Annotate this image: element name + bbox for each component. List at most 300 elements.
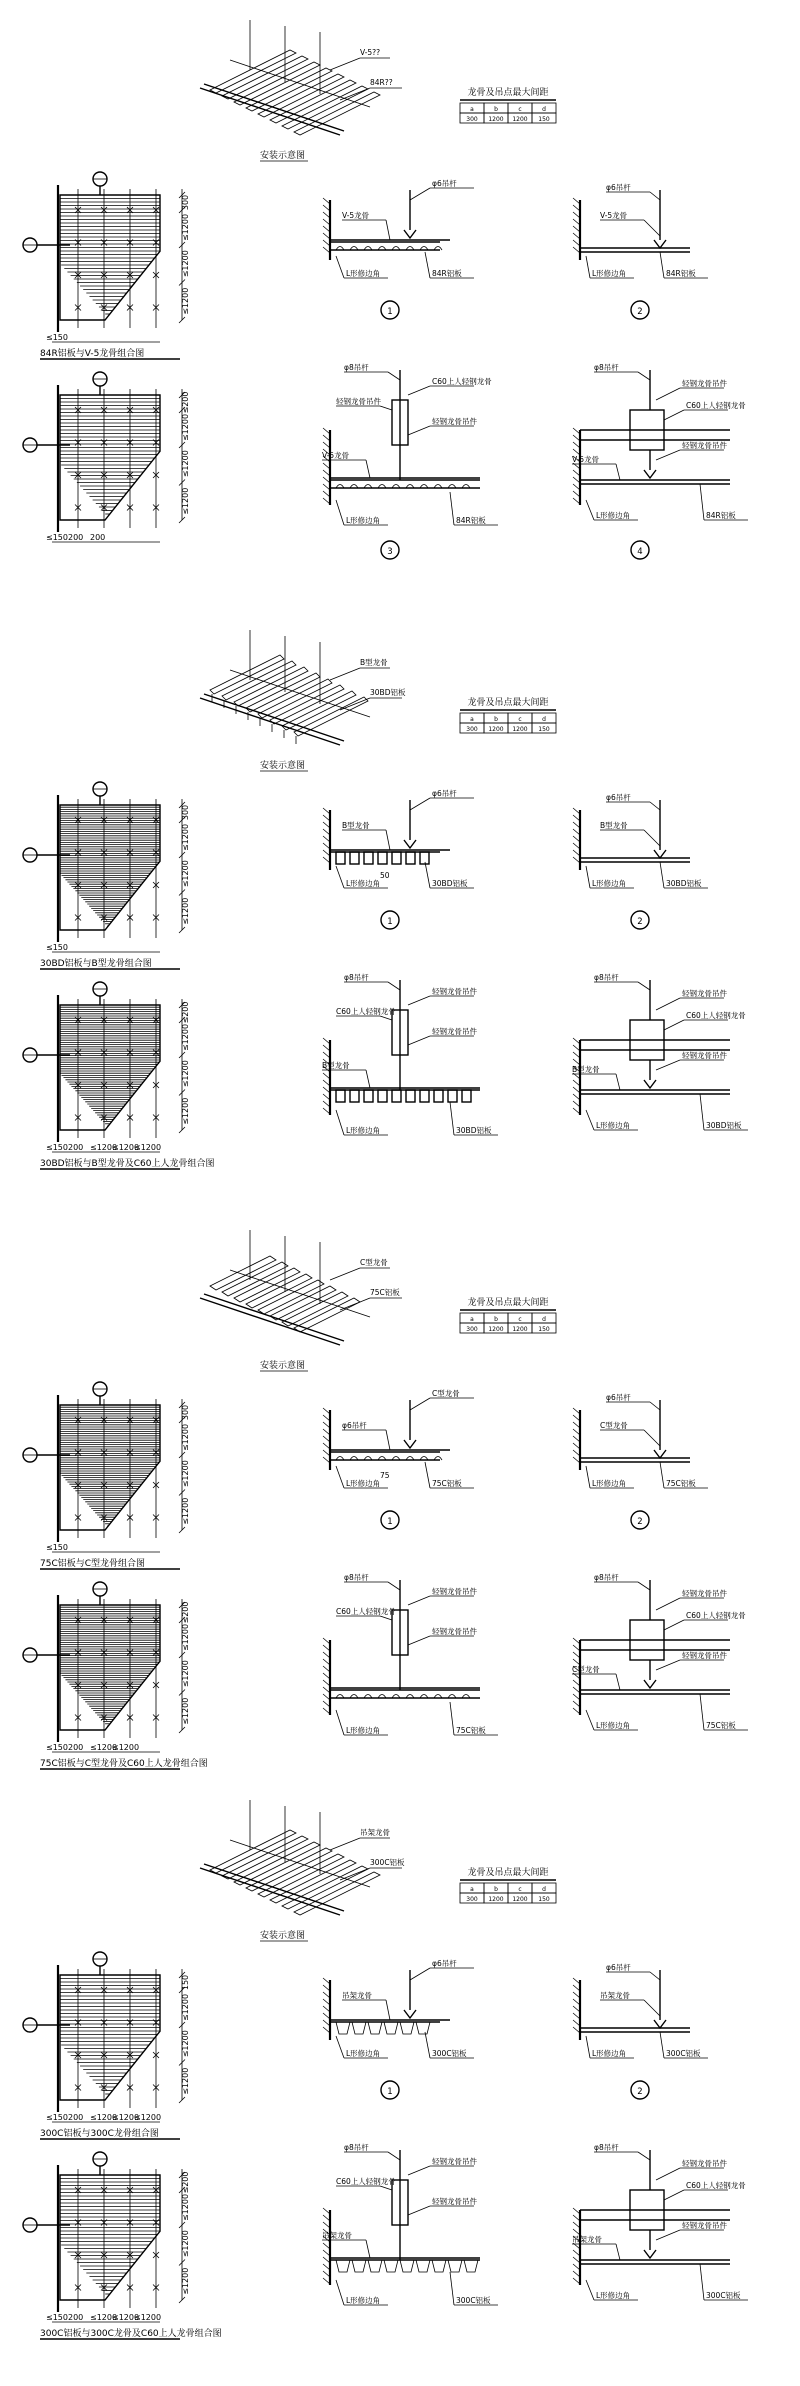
callout-rod: φ6吊杆 (606, 1963, 631, 1972)
table-value: 1200 (488, 1326, 504, 1333)
dimension-label: ≤1200 (181, 213, 190, 242)
panel-profile (336, 2260, 350, 2272)
panel-profile (384, 2260, 398, 2272)
line (366, 1070, 370, 1088)
callout-hanger2: 轻钢龙骨吊件 (432, 2197, 477, 2206)
panel-profile (432, 2260, 446, 2272)
panel-profile (420, 852, 429, 864)
panel-profile (352, 2260, 366, 2272)
line (638, 982, 650, 990)
line (388, 2152, 400, 2160)
callout-panel: 84R铝板 (666, 269, 696, 278)
line (656, 2230, 680, 2240)
callout-edge: L形修边角 (346, 2296, 381, 2305)
line (656, 998, 680, 1010)
dimension-label: ≤1200 (181, 860, 190, 888)
table-value: 300 (466, 116, 478, 123)
iso-label-panel: 84R?? (370, 78, 393, 87)
line (664, 2190, 684, 2200)
section-detail-detail1 (323, 178, 474, 319)
iso-label-keel: V-5?? (360, 48, 381, 57)
plan-view-plan1 (23, 1382, 190, 1569)
line (700, 484, 704, 520)
hanger-clip (404, 230, 416, 238)
plan-view-plan2 (23, 1582, 208, 1769)
line (330, 1268, 360, 1280)
line (425, 252, 430, 278)
hanger-clip (404, 2010, 416, 2018)
callout-edge: L形修边角 (346, 269, 381, 278)
panel-profile (392, 1090, 401, 1102)
dimension-label: ≤1200 (181, 413, 190, 442)
line (660, 2032, 664, 2058)
line (586, 1710, 594, 1730)
plan-caption: 84R铝板与V-5龙骨组合图 (40, 349, 145, 359)
iso-label-keel: 吊架龙骨 (360, 1828, 390, 1837)
line (336, 2036, 344, 2058)
section-detail-detail2 (573, 182, 708, 319)
panel-profile (336, 1090, 345, 1102)
table-header: c (518, 106, 522, 113)
line (408, 426, 430, 435)
table-value: 300 (466, 726, 478, 733)
line (656, 2168, 680, 2180)
line (638, 1582, 650, 1590)
callout-hanger: 轻钢龙骨吊件 (432, 2157, 477, 2166)
dimension-label: ≤1200 (181, 250, 190, 278)
hanger-clip (644, 2250, 656, 2258)
line (410, 1398, 430, 1410)
plan-view-plan2 (23, 372, 190, 542)
plan-outline (60, 2175, 160, 2300)
callout-keel: V-5龙骨 (572, 455, 600, 464)
plan-caption: 75C铝板与C型龙骨及C60上人龙骨组合图 (40, 1759, 208, 1769)
table-value: 150 (538, 726, 550, 733)
detail-number: 2 (637, 307, 643, 317)
line (660, 252, 664, 278)
callout-keel: B型龙骨 (600, 821, 628, 830)
section-detail-detail4 (572, 1572, 748, 1730)
callout-hanger2: 轻钢龙骨吊件 (682, 1651, 727, 1660)
callout-keel: C型龙骨 (572, 1665, 600, 1674)
dimension-label: 150 (181, 1974, 190, 1991)
callout-panel: 84R铝板 (432, 269, 462, 278)
bottom-dimension: 200 (68, 1143, 84, 1152)
plan-caption: 30BD铝板与B型龙骨组合图 (40, 959, 152, 969)
spacing-table (460, 86, 556, 123)
table-value: 150 (538, 1896, 550, 1903)
callout-c60: 轻钢龙骨吊件 (336, 397, 381, 406)
callout-edge: L形修边角 (592, 2049, 627, 2058)
callout-edge: L形修边角 (346, 516, 381, 525)
dimension-label: ≤1200 (181, 823, 190, 852)
line (656, 450, 680, 460)
detail-number: 3 (387, 547, 393, 557)
callout-hanger2: 轻钢龙骨吊件 (432, 417, 477, 426)
callout-panel: 84R铝板 (456, 516, 486, 525)
table-value: 150 (538, 1326, 550, 1333)
panel-profile (420, 1090, 429, 1102)
plan-outline (60, 395, 160, 520)
hanger-clip (654, 240, 666, 248)
section-detail-detail2 (573, 792, 708, 929)
line (388, 982, 400, 990)
callout-edge: L形修边角 (596, 1721, 631, 1730)
panel-profile (434, 1090, 443, 1102)
callout-keel: B型龙骨 (342, 821, 370, 830)
bottom-dimension: 200 (68, 533, 84, 542)
hanger-clip (404, 840, 416, 848)
table-value: 1200 (512, 1326, 528, 1333)
line (656, 1060, 680, 1070)
bottom-dimension: ≤150 (46, 333, 68, 342)
line (616, 2244, 620, 2260)
panel-strip (270, 1286, 336, 1320)
callout-edge: L形修边角 (596, 511, 631, 520)
line (380, 1616, 392, 1620)
callout-rod: φ8吊杆 (344, 2143, 369, 2152)
callout-hanger2: 轻钢龙骨吊件 (682, 441, 727, 450)
plan-outline (60, 1975, 160, 2100)
callout-edge: L形修边角 (346, 1479, 381, 1488)
panel-profile (400, 2022, 414, 2034)
panel-strip (210, 1256, 276, 1290)
line (408, 1636, 430, 1645)
dimension-label: 300 (181, 804, 190, 821)
dimension-label: ≤1200 (181, 1423, 190, 1452)
iso-label-panel: 300C铝板 (370, 1858, 405, 1867)
callout-keel: B型龙骨 (572, 1065, 600, 1074)
line (340, 1298, 370, 1310)
callout-c60: C60上人轻钢龙骨 (686, 1611, 746, 1620)
line (425, 1462, 430, 1488)
callout-panel: 84R铝板 (706, 511, 736, 520)
line (660, 1462, 664, 1488)
callout-keel: V-5龙骨 (342, 211, 370, 220)
line (336, 500, 344, 525)
dimension-label: ≤1200 (181, 2193, 190, 2222)
dimension-label: ≤1200 (181, 1497, 190, 1525)
panel-profile (350, 852, 359, 864)
hanger-clip (654, 2020, 666, 2028)
panel-strip (222, 1262, 288, 1296)
line (380, 406, 392, 410)
table-header: a (470, 716, 474, 723)
panel-profile (368, 2260, 382, 2272)
dimension-label: ≤200 (181, 391, 190, 414)
line (200, 88, 340, 135)
callout-panel: 30BD铝板 (432, 879, 468, 888)
line (386, 830, 390, 850)
callout-c60: C60上人轻钢龙骨 (336, 1007, 396, 1016)
line (450, 492, 454, 525)
callout-hanger: C60上人轻钢龙骨 (432, 377, 492, 386)
callout-rod: φ6吊杆 (432, 179, 457, 188)
bottom-dimension: ≤1200 (112, 1743, 140, 1752)
iso-label-keel: C型龙骨 (360, 1258, 388, 1267)
plan-caption: 300C铝板与300C龙骨组合图 (40, 2129, 159, 2139)
table-header: c (518, 1886, 522, 1893)
table-header: a (470, 106, 474, 113)
callout-hanger: 轻钢龙骨吊件 (682, 989, 727, 998)
line (586, 500, 594, 520)
bottom-dimension: ≤1200 (134, 2313, 162, 2322)
callout-keel: 吊架龙骨 (342, 1991, 372, 2000)
dimension-label: ≤1200 (181, 1623, 190, 1652)
line (644, 220, 660, 236)
plan-outline (60, 195, 160, 320)
callout-edge: L形修边角 (596, 1121, 631, 1130)
plan-view-plan1 (23, 782, 190, 969)
hanger-clip (644, 1080, 656, 1088)
line (650, 802, 660, 810)
line (336, 866, 344, 888)
iso-caption: 安装示意图 (260, 761, 306, 771)
line (408, 1596, 430, 1605)
plan-view-plan2 (23, 2152, 222, 2339)
table-value: 1200 (512, 116, 528, 123)
dimension-label: 75 (380, 1471, 390, 1480)
panel-profile (384, 2022, 398, 2034)
dimension-label: ≤1200 (181, 1097, 190, 1125)
callout-edge: L形修边角 (346, 879, 381, 888)
line (664, 410, 684, 420)
dimension-label: 50 (380, 871, 390, 880)
line (388, 1582, 400, 1590)
dimension-label: ≤1200 (181, 1993, 190, 2022)
dimension-label: ≤200 (181, 1601, 190, 1624)
section-detail-detail3 (322, 2142, 498, 2305)
table-value: 1200 (512, 1896, 528, 1903)
line (380, 1016, 392, 1020)
table-value: 150 (538, 116, 550, 123)
bottom-dimension: ≤150 (46, 1143, 68, 1152)
panel-profile (464, 2260, 478, 2272)
panel-strip (282, 1292, 348, 1326)
hanger-clip (644, 1680, 656, 1688)
panel-profile (448, 1090, 457, 1102)
detail-number: 1 (387, 917, 393, 927)
bottom-dimension: ≤150 (46, 2313, 68, 2322)
spacing-table-title: 龙骨及吊点最大间距 (467, 698, 549, 708)
line (656, 1598, 680, 1610)
line (638, 2152, 650, 2160)
callout-keel: φ6吊杆 (342, 1421, 367, 1430)
callout-hanger: 轻钢龙骨吊件 (432, 987, 477, 996)
callout-c60: C60上人轻钢龙骨 (686, 401, 746, 410)
line (700, 1094, 704, 1130)
bottom-dimension: ≤1200 (90, 2313, 118, 2322)
dimension-label: ≤200 (181, 1001, 190, 1024)
line (700, 1694, 704, 1730)
detail-number: 1 (387, 2087, 393, 2097)
dimension-label: ≤1200 (181, 2030, 190, 2058)
dimension-label: ≤1200 (181, 2230, 190, 2258)
panel-profile (364, 852, 373, 864)
panel-profile (336, 852, 345, 864)
panel-profile (378, 1090, 387, 1102)
callout-rod: φ8吊杆 (344, 363, 369, 372)
bottom-dimension: 200 (68, 2113, 84, 2122)
callout-rod: φ8吊杆 (594, 2143, 619, 2152)
table-header: a (470, 1886, 474, 1893)
line (366, 2240, 370, 2258)
line (656, 388, 680, 400)
callout-rod: φ8吊杆 (344, 1573, 369, 1582)
line (586, 1466, 590, 1488)
dimension-label: ≤1200 (181, 1697, 190, 1725)
line (410, 798, 430, 810)
detail-number: 2 (637, 2087, 643, 2097)
line (386, 220, 390, 240)
callout-c60: C60上人轻钢龙骨 (686, 1011, 746, 1020)
table-header: b (494, 1316, 498, 1323)
line (200, 1298, 340, 1345)
plan-caption: 300C铝板与300C龙骨及C60上人龙骨组合图 (40, 2329, 222, 2339)
iso-caption: 安装示意图 (260, 1931, 306, 1941)
line (408, 2206, 430, 2215)
section-detail-detail2 (573, 1962, 708, 2099)
callout-keel: V-5龙骨 (600, 211, 628, 220)
callout-panel: 300C铝板 (706, 2291, 741, 2300)
plan-view-plan1 (23, 1952, 190, 2139)
line (336, 1110, 344, 1135)
callout-edge: L形修边角 (596, 2291, 631, 2300)
panel-profile (368, 2022, 382, 2034)
callout-panel: 30BD铝板 (456, 1126, 492, 1135)
bottom-dimension: ≤1200 (134, 1143, 162, 1152)
detail-number: 2 (637, 917, 643, 927)
line (388, 372, 400, 380)
dimension-label: ≤1200 (181, 450, 190, 478)
bottom-dimension: 200 (90, 533, 106, 542)
line (450, 1102, 454, 1135)
callout-hanger: 轻钢龙骨吊件 (682, 379, 727, 388)
callout-panel: 75C铝板 (706, 1721, 736, 1730)
callout-edge: L形修边角 (346, 1726, 381, 1735)
panel-profile (364, 1090, 373, 1102)
panel-profile (350, 1090, 359, 1102)
table-value: 1200 (488, 1896, 504, 1903)
line (450, 1702, 454, 1735)
line (340, 698, 370, 710)
bottom-dimension: 200 (68, 2313, 84, 2322)
bottom-dimension: ≤1200 (112, 2113, 140, 2122)
line (336, 2280, 344, 2305)
dimension-label: ≤1200 (181, 2067, 190, 2095)
hanger-clip (654, 1450, 666, 1458)
callout-hanger: 轻钢龙骨吊件 (432, 1587, 477, 1596)
callout-rod: φ6吊杆 (606, 1393, 631, 1402)
panel-profile (462, 1090, 471, 1102)
iso-label-panel: 75C铝板 (370, 1288, 400, 1297)
callout-c60: C60上人轻钢龙骨 (336, 2177, 396, 2186)
callout-edge: L形修边角 (592, 269, 627, 278)
callout-rod: φ8吊杆 (594, 973, 619, 982)
line (656, 1660, 680, 1670)
line (408, 996, 430, 1005)
dimension-label: ≤1200 (181, 1460, 190, 1488)
dimension-label: 300 (181, 194, 190, 211)
section-detail-detail3 (322, 362, 498, 559)
spacing-table (460, 696, 556, 733)
panel-profile (406, 1090, 415, 1102)
spacing-table-title: 龙骨及吊点最大间距 (467, 88, 549, 98)
table-header: d (542, 716, 546, 723)
spacing-table (460, 1296, 556, 1333)
callout-hanger2: 轻钢龙骨吊件 (432, 1627, 477, 1636)
bottom-dimension: ≤150 (46, 1743, 68, 1752)
line (650, 1402, 660, 1410)
spacing-table-title: 龙骨及吊点最大间距 (467, 1868, 549, 1878)
dimension-label: ≤1200 (181, 487, 190, 515)
line (336, 1710, 344, 1735)
bottom-dimension: ≤1200 (90, 1743, 118, 1752)
dimension-label: ≤1200 (181, 897, 190, 925)
line (664, 1020, 684, 1030)
detail-number: 1 (387, 307, 393, 317)
line (408, 386, 430, 395)
installation-isometric (200, 20, 402, 161)
line (336, 1466, 344, 1488)
line (366, 460, 370, 478)
spacing-table (460, 1866, 556, 1903)
callout-edge: L形修边角 (346, 2049, 381, 2058)
line (336, 256, 344, 278)
detail-number: 2 (637, 1517, 643, 1527)
line (586, 2036, 590, 2058)
callout-keel: 吊架龙骨 (572, 2235, 602, 2244)
table-value: 1200 (488, 726, 504, 733)
line (200, 1868, 340, 1915)
panel-profile (448, 2260, 462, 2272)
callout-panel: 300C铝板 (666, 2049, 701, 2058)
section-detail-detail4 (572, 2142, 748, 2300)
line (380, 2186, 392, 2190)
bottom-dimension: ≤150 (46, 2113, 68, 2122)
callout-panel: 75C铝板 (666, 1479, 696, 1488)
line (660, 862, 664, 888)
panel-profile (336, 2022, 350, 2034)
callout-edge: L形修边角 (592, 1479, 627, 1488)
callout-panel: 300C铝板 (432, 2049, 467, 2058)
line (330, 58, 360, 70)
line (700, 2264, 704, 2300)
line (586, 1110, 594, 1130)
iso-caption: 安装示意图 (260, 1361, 306, 1371)
line (644, 1430, 660, 1446)
callout-hanger2: 轻钢龙骨吊件 (682, 2221, 727, 2230)
section-detail-detail3 (323, 1572, 498, 1735)
installation-isometric (200, 1800, 405, 1941)
plan-outline (60, 1005, 160, 1130)
line (664, 1620, 684, 1630)
callout-c60: C60上人轻钢龙骨 (686, 2181, 746, 2190)
panel-profile (416, 2022, 430, 2034)
table-value: 1200 (488, 116, 504, 123)
line (586, 256, 590, 278)
hanger-clip (644, 470, 656, 478)
plan-caption: 75C铝板与C型龙骨组合图 (40, 1559, 146, 1569)
section-detail-detail4 (572, 362, 748, 559)
iso-label-keel: B型龙骨 (360, 658, 388, 667)
line (408, 2166, 430, 2175)
table-value: 300 (466, 1326, 478, 1333)
panel-profile (400, 2260, 414, 2272)
callout-keel: 吊架龙骨 (600, 1991, 630, 2000)
callout-hanger: 轻钢龙骨吊件 (682, 1589, 727, 1598)
section-detail-detail4 (572, 972, 748, 1130)
